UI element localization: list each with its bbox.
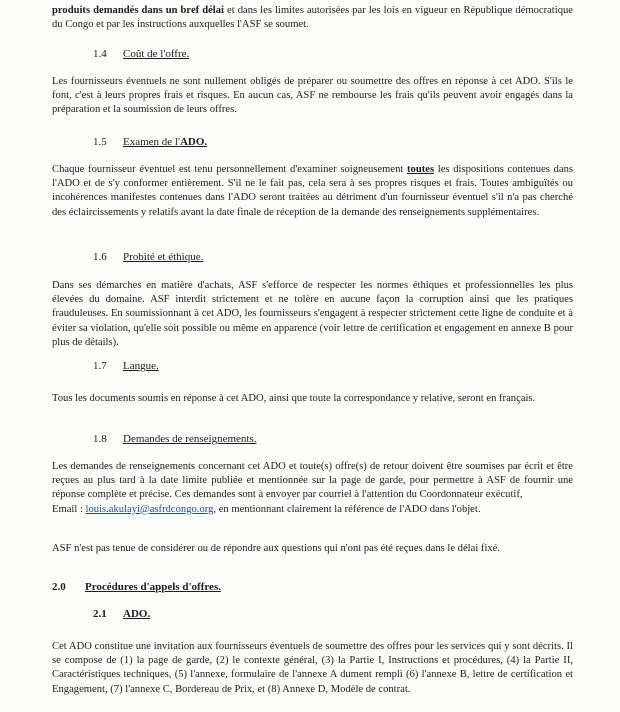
section-1-8-text-a: Les demandes de renseignements concernant cet ADO et toute(s) offre(s) de retour doivent être soumises par écrit et être reçues au plus tard à la date limite publiée et mentionnée sur la page de garde, pour permettre à ASF de fournir une réponse complète et précise. Ces demandes sont à envoyer par courriel à l'attention du Coordonnateur exécutif,	[52, 461, 573, 501]
heading-title: Demandes de renseignements.	[123, 433, 257, 445]
heading-title-bold: ADO.	[179, 136, 208, 148]
heading-number: 1.5	[93, 136, 107, 148]
heading-2-1	[93, 607, 150, 621]
heading-number: 2.1	[93, 608, 107, 620]
intro-bold-text: produits demandés dans un bref délai	[52, 5, 224, 16]
heading-title: Procédures d'appels d'offres.	[85, 581, 221, 593]
section-1-8-text-b: , en mentionnant clairement la référence de l'ADO dans l'objet.	[213, 503, 481, 515]
section-1-6-body: Dans ses démarches en matière d'achats, ASF s'efforce de respecter les normes éthiques et professionnelles les plus élevées du domaine. ASF interdit strictement et ne tolère en aucune façon la corruption ainsi que les pratiques frauduleuses. En soumissionnant à cet ADO, les fournisseurs s'engagent à respecter strictement cette ligne de conduite et à éviter sa violation, qu'elle soit possible ou même en apparence (voir lettre de certification et engagement en annexe B pour plus de détails).	[52, 280, 573, 348]
heading-1-7	[93, 359, 159, 373]
section-1-5-text-b: les dispositions contenues dans l'ADO et de s'y conformer entièrement. S'il ne le fait pas, cela sera à ses propres risques et frais. Toutes ambiguïtés ou incohérences manifestes contenues dans l'ADO seront traitées au détriment d'un fournisseur éventuel s'il n'a pas cherché des éclaircissements y relatifs avant la date finale de réception de la demande des renseignements supplémentaires.	[52, 164, 573, 218]
section-1-5-body	[52, 163, 573, 220]
heading-1-8	[93, 432, 256, 446]
section-1-8-note: ASF n'est pas tenue de considérer ou de répondre aux questions qui n'ont pas été reçues dans le délai fixé.	[52, 543, 501, 554]
heading-title: Langue.	[123, 360, 159, 372]
section-1-7-body: Tous les documents soumis en réponse à cet ADO, ainsi que toute la correspondance y relative, seront en français.	[52, 393, 536, 404]
section-2-1-body: Cet ADO constitue une invitation aux fournisseurs éventuels de soumettre des offres pour les services qui y sont décrits. Il se compose de (1) la page de garde, (2) le contexte général, (3) la Partie I, Instructions et procédures, (4) la Partie II, Caractéristiques techniques, (5) l'annexe, formulaire de l'annexe A dument rempli (6) l'annexe B, lettre de certification et Engagement, (7) l'annexe C, Bordereau de Prix, et (8) Annexe D, Modèle de contrat.	[52, 641, 573, 695]
heading-1-6	[93, 250, 203, 264]
section-1-4-body: Les fournisseurs éventuels ne sont nullement obligés de préparer ou soumettre des offres en réponse à cet ADO. S'ils le font, c'est à leurs propres frais et risques. En aucun cas, ASF ne rembourse les frais qu'ils peuvent avoir engagés dans la préparation et la soumission de leurs offres.	[52, 76, 573, 116]
heading-1-5	[93, 135, 207, 149]
heading-1-4	[93, 47, 189, 61]
intro-text: et dans les limites autorisées par les lois en vigueur en République démocratique du Congo et par les instructions auxquelles l'ASF se soumet.	[52, 5, 573, 31]
heading-title: Coût de l'offre.	[123, 48, 190, 60]
heading-number: 1.6	[93, 251, 107, 263]
heading-2-0	[52, 580, 221, 594]
heading-title: Examen de l'	[123, 136, 180, 148]
section-1-5-emphasis: toutes	[407, 164, 435, 175]
email-link[interactable]: louis.akulayi@asfrdcongo.org	[85, 503, 214, 515]
heading-number: 1.4	[93, 48, 107, 60]
heading-number: 2.0	[52, 581, 66, 593]
heading-title: ADO.	[123, 608, 151, 620]
section-1-5-text-a: Chaque fournisseur éventuel est tenu personnellement d'examiner soigneusement	[52, 164, 407, 175]
heading-number: 1.8	[93, 433, 107, 445]
section-1-8-body	[52, 460, 573, 517]
heading-title: Probité et éthique.	[123, 251, 204, 263]
heading-number: 1.7	[93, 360, 107, 372]
email-label: Email :	[52, 503, 86, 515]
intro-paragraph	[52, 4, 573, 32]
